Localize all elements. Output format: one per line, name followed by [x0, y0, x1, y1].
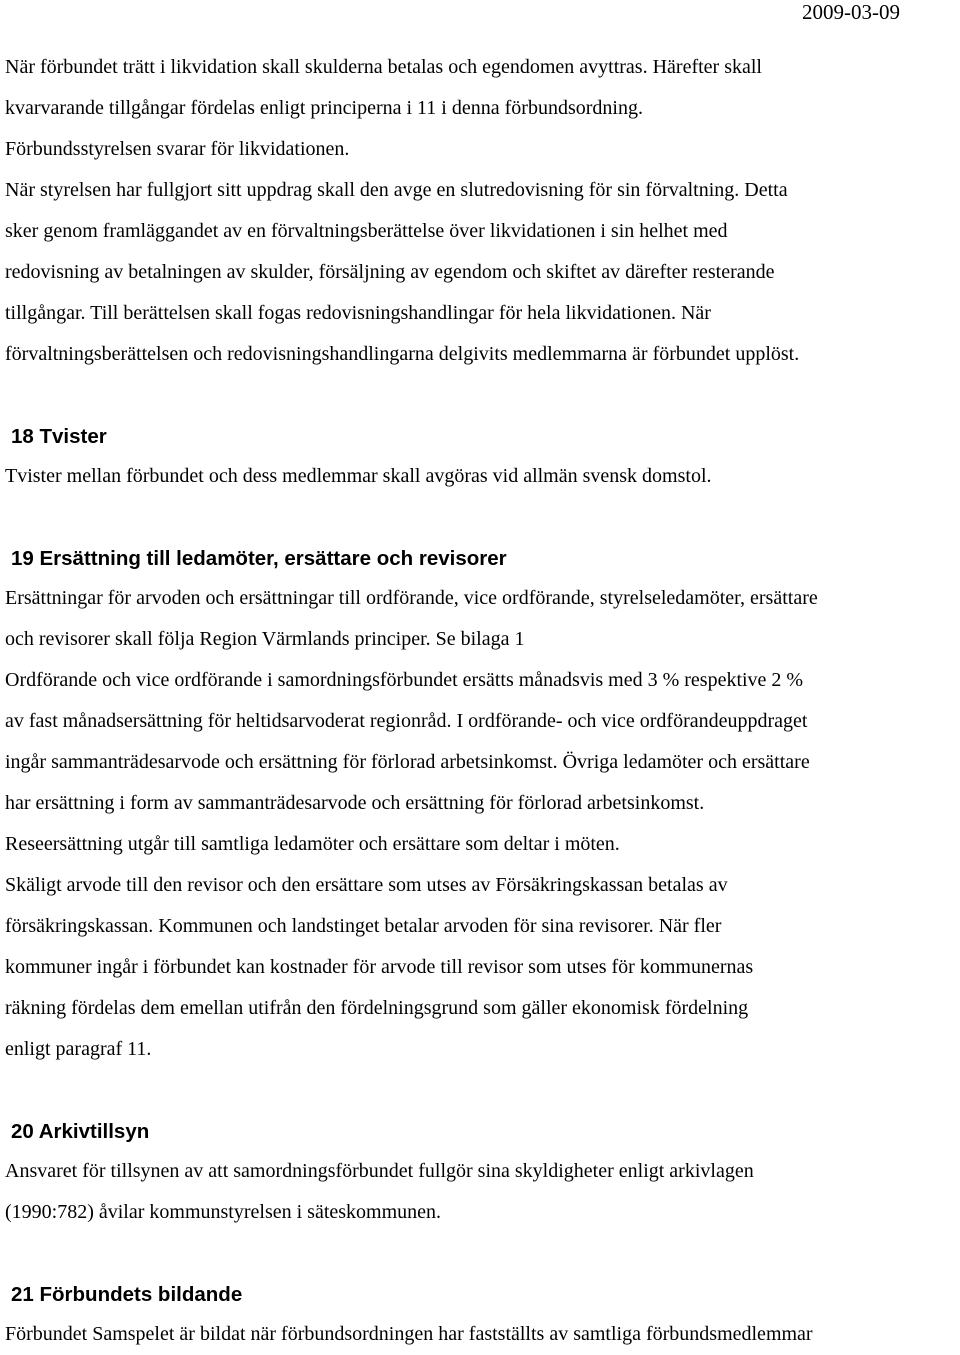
paragraph-line: kvarvarande tillgångar fördelas enligt principerna i 11 i denna förbundsordning. — [5, 97, 643, 119]
paragraph-line: sker genom framläggandet av en förvaltningsberättelse över likvidationen i sin helhet med — [5, 220, 728, 242]
paragraph-line: tillgångar. Till berättelsen skall fogas redovisningshandlingar för hela likvidationen. När — [5, 302, 711, 324]
section-18 — [5, 415, 960, 497]
paragraph-line: kommuner ingår i förbundet kan kostnader för arvode till revisor som utses för kommunernas — [5, 956, 754, 978]
section-title: 18 Tvister — [11, 425, 107, 448]
section-heading — [5, 1110, 960, 1151]
paragraph-line: Förbundsstyrelsen svarar för likvidationen. — [5, 138, 350, 160]
section-21 — [5, 1273, 960, 1355]
paragraph-line: När förbundet trätt i likvidation skall skulderna betalas och egendomen avyttras. Härefter skall — [5, 56, 762, 78]
section-spacer — [5, 1233, 960, 1273]
paragraph-line: förvaltningsberättelsen och redovisningshandlingarna delgivits medlemmarna är förbundet upplöst. — [5, 343, 800, 365]
paragraph-line: Ansvaret för tillsynen av att samordningsförbundet fullgör sina skyldigheter enligt arkivlagen — [5, 1160, 754, 1182]
section-heading — [5, 537, 960, 578]
paragraph-line: (1990:782) åvilar kommunstyrelsen i säteskommunen. — [5, 1201, 442, 1223]
paragraph-line: enligt paragraf 11. — [5, 1038, 152, 1060]
section-title: 20 Arkivtillsyn — [11, 1120, 150, 1143]
section-17-continuation — [5, 47, 960, 375]
section-heading — [5, 1273, 960, 1314]
paragraph-line: Tvister mellan förbundet och dess medlemmar skall avgöras vid allmän svensk domstol. — [5, 465, 712, 487]
section-spacer — [5, 1070, 960, 1110]
paragraph-line: räkning fördelas dem emellan utifrån den fördelningsgrund som gäller ekonomisk fördelning — [5, 997, 749, 1019]
paragraph-line: av fast månadsersättning för heltidsarvoderat regionråd. I ordförande- och vice ordförandeuppdraget — [5, 710, 808, 732]
section-19 — [5, 537, 960, 1070]
section-spacer — [5, 497, 960, 537]
paragraph-line: Reseersättning utgår till samtliga ledamöter och ersättare som deltar i möten. — [5, 833, 620, 855]
paragraph-line: När styrelsen har fullgjort sitt uppdrag skall den avge en slutredovisning för sin förvaltning. Detta — [5, 179, 788, 201]
section-title: 21 Förbundets bildande — [11, 1283, 243, 1306]
paragraph-line: ingår sammanträdesarvode och ersättning för förlorad arbetsinkomst. Övriga ledamöter och ersättare — [5, 751, 810, 773]
paragraph-line: Ordförande och vice ordförande i samordningsförbundet ersätts månadsvis med 3 % respektive 2 % — [5, 669, 804, 691]
paragraph-line: och revisorer skall följa Region Värmlands principer. Se bilaga 1 — [5, 628, 525, 650]
paragraph-line: Ersättningar för arvoden och ersättningar till ordförande, vice ordförande, styrelseledamöter, ersättare — [5, 587, 818, 609]
section-title: 19 Ersättning till ledamöter, ersättare och revisorer — [11, 547, 507, 570]
section-20 — [5, 1110, 960, 1233]
paragraph-line: Förbundet Samspelet är bildat när förbundsordningen har fastställts av samtliga förbundsmedlemmar — [5, 1323, 813, 1345]
section-heading — [5, 415, 960, 456]
paragraph-line: försäkringskassan. Kommunen och landstinget betalar arvoden för sina revisorer. När fler — [5, 915, 722, 937]
paragraph-line: Skäligt arvode till den revisor och den ersättare som utses av Försäkringskassan betalas av — [5, 874, 728, 896]
paragraph-line: redovisning av betalningen av skulder, försäljning av egendom och skiftet av därefter resterande — [5, 261, 775, 283]
document-date: 2009-03-09 — [802, 0, 900, 24]
paragraph-line: har ersättning i form av sammanträdesarvode och ersättning för förlorad arbetsinkomst. — [5, 792, 705, 814]
document-body — [5, 47, 960, 1355]
section-spacer — [5, 375, 960, 415]
